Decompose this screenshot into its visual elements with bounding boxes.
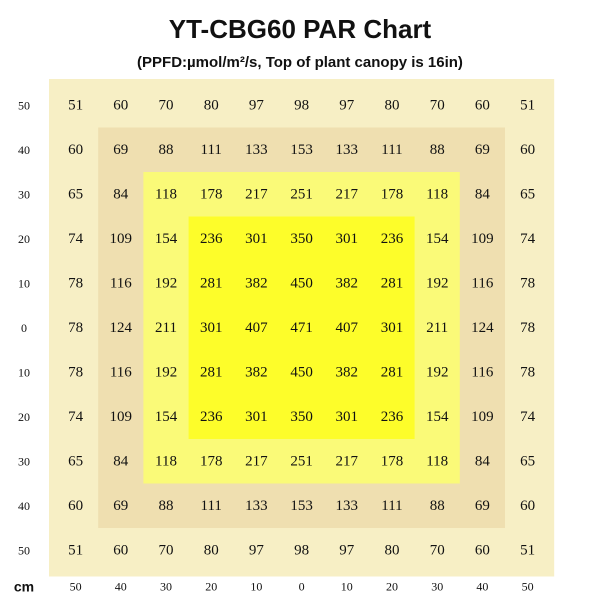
cell-value: 111	[200, 497, 222, 514]
cell-value: 154	[425, 408, 449, 425]
cell-value: 118	[426, 186, 449, 203]
cell-value: 301	[245, 230, 268, 247]
col-label: 0	[298, 579, 305, 594]
cell-value: 133	[335, 141, 359, 158]
cell-value: 111	[381, 141, 403, 158]
cell-value: 116	[471, 275, 494, 292]
cell-value: 111	[381, 497, 403, 514]
row-label: 40	[18, 142, 30, 157]
row-label: 10	[18, 365, 30, 380]
cell-value: 236	[199, 408, 223, 425]
cell-value: 217	[335, 453, 359, 470]
cell-value: 154	[154, 230, 178, 247]
chart-title: YT-CBG60 PAR Chart	[168, 14, 432, 44]
cell-value: 60	[113, 97, 129, 114]
col-label: 20	[386, 579, 398, 594]
cell-value: 88	[429, 141, 445, 158]
cell-value: 382	[335, 275, 359, 292]
cell-value: 78	[520, 275, 536, 292]
cell-value: 154	[425, 230, 449, 247]
col-label: 50	[521, 579, 534, 594]
cell-value: 124	[109, 319, 133, 336]
cell-value: 65	[520, 453, 536, 470]
row-label: 10	[18, 276, 30, 291]
cell-value: 97	[339, 97, 355, 114]
cell-value: 84	[113, 186, 129, 203]
cell-value: 60	[520, 497, 536, 514]
cell-value: 78	[520, 364, 536, 381]
cell-value: 192	[154, 364, 178, 381]
cell-value: 78	[68, 319, 84, 336]
cell-value: 60	[68, 497, 84, 514]
cell-value: 97	[339, 542, 355, 559]
cell-value: 301	[335, 230, 359, 247]
cell-value: 70	[429, 97, 445, 114]
cell-value: 236	[380, 230, 404, 247]
cell-value: 97	[248, 97, 264, 114]
row-label: 40	[18, 498, 30, 513]
row-label: 30	[18, 454, 30, 469]
cell-value: 88	[158, 141, 174, 158]
cell-value: 350	[290, 230, 313, 247]
cell-value: 60	[474, 542, 490, 559]
cell-value: 65	[520, 186, 536, 203]
cell-value: 217	[245, 453, 268, 470]
row-label: 0	[21, 320, 27, 335]
cell-value: 109	[109, 408, 133, 425]
cell-value: 301	[199, 319, 223, 336]
cell-value: 450	[290, 364, 313, 381]
cell-value: 236	[199, 230, 223, 247]
col-label: 30	[431, 579, 444, 594]
cell-value: 211	[155, 319, 177, 336]
cell-value: 74	[520, 408, 536, 425]
cell-value: 80	[203, 542, 219, 559]
cell-value: 217	[245, 186, 268, 203]
cell-value: 450	[290, 275, 313, 292]
cell-value: 178	[380, 186, 404, 203]
cell-value: 153	[290, 497, 313, 514]
cell-value: 78	[520, 319, 536, 336]
cell-value: 281	[380, 275, 404, 292]
cell-value: 69	[474, 497, 490, 514]
cell-value: 471	[290, 319, 313, 336]
cell-value: 97	[248, 542, 264, 559]
cell-value: 60	[474, 97, 490, 114]
cell-value: 78	[68, 364, 84, 381]
cell-value: 350	[290, 408, 313, 425]
cell-value: 84	[113, 453, 129, 470]
col-label: 40	[114, 579, 127, 594]
cell-value: 211	[426, 319, 449, 336]
cell-value: 60	[68, 141, 84, 158]
cell-value: 109	[471, 230, 494, 247]
cell-value: 178	[199, 453, 223, 470]
cell-value: 84	[474, 453, 490, 470]
cell-value: 178	[199, 186, 223, 203]
cell-value: 178	[380, 453, 404, 470]
cell-value: 109	[471, 408, 494, 425]
row-label: 50	[18, 543, 30, 558]
col-label: 10	[340, 579, 353, 594]
cell-value: 192	[425, 364, 449, 381]
cell-value: 281	[199, 364, 223, 381]
cell-value: 192	[154, 275, 178, 292]
row-label: 20	[18, 231, 30, 246]
cell-value: 236	[380, 408, 404, 425]
cell-value: 118	[155, 453, 177, 470]
cell-value: 69	[113, 497, 129, 514]
cell-value: 382	[335, 364, 359, 381]
cell-value: 111	[200, 141, 222, 158]
col-label: 30	[160, 579, 172, 594]
cell-value: 118	[155, 186, 177, 203]
cell-value: 382	[245, 364, 268, 381]
cell-value: 69	[113, 141, 129, 158]
cell-value: 60	[520, 141, 536, 158]
cell-value: 65	[68, 453, 84, 470]
cell-value: 133	[245, 497, 268, 514]
col-label: 10	[250, 579, 263, 594]
cell-value: 251	[290, 186, 313, 203]
cell-value: 80	[384, 97, 400, 114]
cell-value: 98	[294, 542, 310, 559]
cell-value: 281	[199, 275, 223, 292]
cell-value: 281	[380, 364, 404, 381]
cell-value: 301	[245, 408, 268, 425]
chart-subtitle: (PPFD:µmol/m²/s, Top of plant canopy is 16in)	[137, 54, 463, 71]
row-label: 30	[18, 187, 30, 202]
cell-value: 407	[335, 319, 359, 336]
cell-value: 133	[335, 497, 359, 514]
cell-value: 70	[158, 542, 174, 559]
cell-value: 74	[68, 408, 84, 425]
cell-value: 192	[425, 275, 449, 292]
cell-value: 51	[68, 542, 84, 559]
cell-value: 407	[245, 319, 268, 336]
cell-value: 88	[158, 497, 174, 514]
cell-value: 98	[294, 97, 310, 114]
unit-label: cm	[13, 578, 35, 595]
cell-value: 74	[68, 230, 84, 247]
cell-value: 51	[520, 97, 536, 114]
cell-value: 217	[335, 186, 359, 203]
col-label: 50	[69, 579, 82, 594]
cell-value: 84	[474, 186, 490, 203]
cell-value: 251	[290, 453, 313, 470]
cell-value: 65	[68, 186, 84, 203]
cell-value: 116	[471, 364, 494, 381]
cell-value: 133	[245, 141, 268, 158]
cell-value: 74	[520, 230, 536, 247]
row-label: 20	[18, 409, 30, 424]
cell-value: 80	[203, 97, 219, 114]
row-label: 50	[18, 98, 30, 113]
cell-value: 109	[109, 230, 133, 247]
cell-value: 69	[474, 141, 490, 158]
cell-value: 70	[429, 542, 445, 559]
cell-value: 154	[154, 408, 178, 425]
cell-value: 78	[68, 275, 84, 292]
cell-value: 70	[158, 97, 174, 114]
cell-value: 382	[245, 275, 268, 292]
col-label: 40	[476, 579, 489, 594]
cell-value: 116	[109, 275, 132, 292]
cell-value: 301	[335, 408, 359, 425]
cell-value: 301	[380, 319, 404, 336]
cell-value: 153	[290, 141, 313, 158]
cell-value: 118	[426, 453, 449, 470]
cell-value: 51	[520, 542, 536, 559]
cell-value: 88	[429, 497, 445, 514]
col-label: 20	[205, 579, 218, 594]
cell-value: 124	[471, 319, 494, 336]
cell-value: 116	[109, 364, 132, 381]
cell-value: 60	[113, 542, 129, 559]
cell-value: 51	[68, 97, 84, 114]
cell-value: 80	[384, 542, 400, 559]
